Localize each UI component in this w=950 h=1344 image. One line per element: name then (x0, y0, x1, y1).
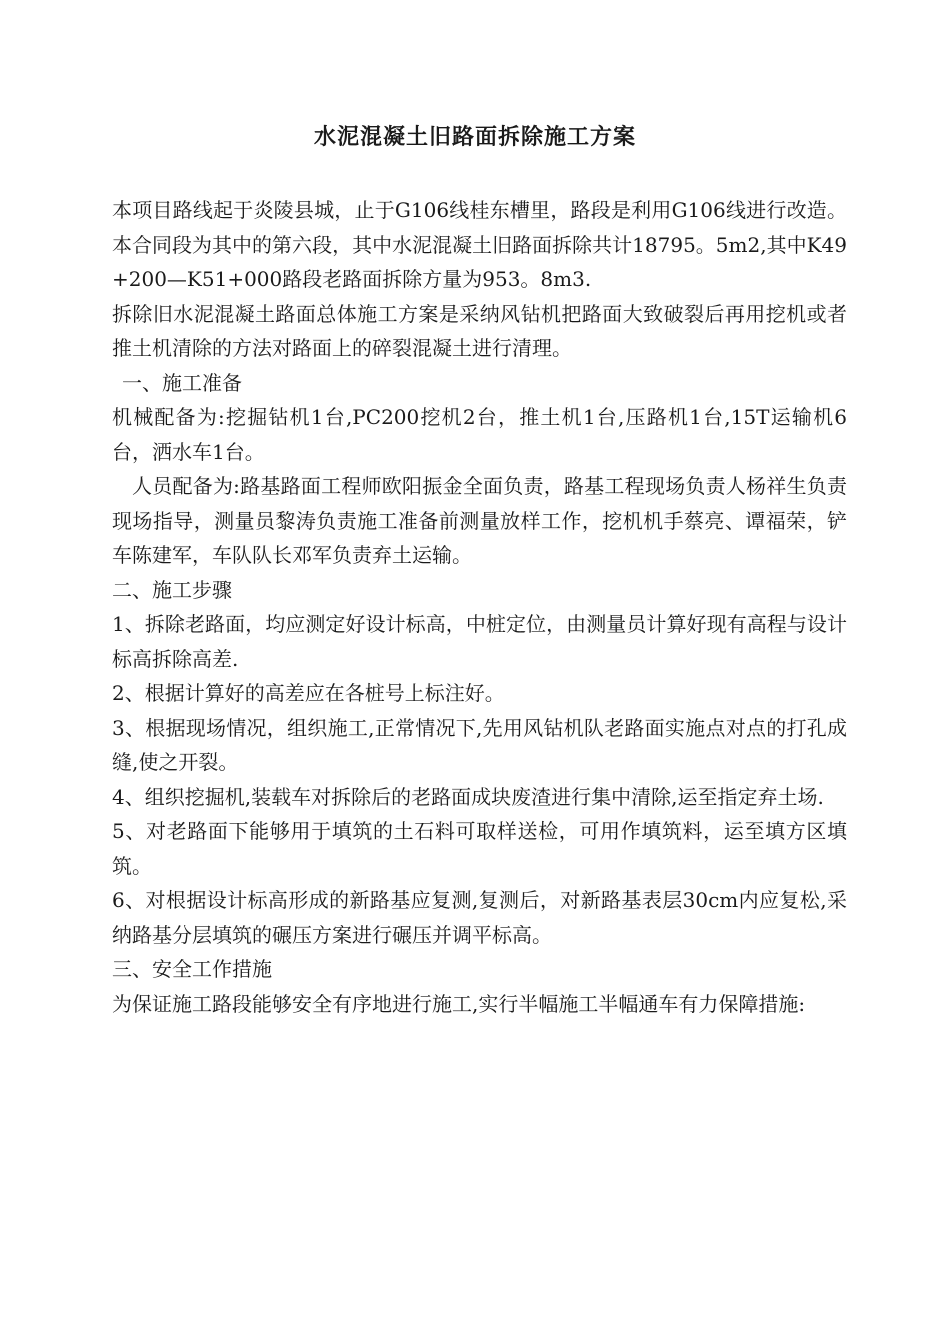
paragraph-personnel: 人员配备为:路基路面工程师欧阳振金全面负责，路基工程现场负责人杨祥生负责现场指导，测量员黎涛负责施工准备前测量放样工作，挖机机手蔡亮、谭福荣，铲车陈建军，车队队长邓军负责弃土运输。 (112, 474, 847, 567)
list-item-step-2: 2、根据计算好的高差应在各桩号上标注好。 (112, 681, 505, 705)
list-item-step-4: 4、组织挖掘机,装载车对拆除后的老路面成块废渣进行集中清除,运至指定弃土场. (112, 784, 824, 809)
paragraph-safety-measures: 为保证施工路段能够安全有序地进行施工,实行半幅施工半幅通车有力保障措施: (112, 991, 806, 1016)
list-item-step-6: 6、对根据设计标高形成的新路基应复测,复测后，对新路基表层30cm内应复松,采纳路基分层填筑的碾压方案进行碾压并调平标高。 (112, 888, 847, 947)
section-heading-steps: 二、施工步骤 (112, 577, 232, 602)
section-heading-preparation: 一、施工准备 (122, 370, 242, 395)
paragraph-overall-plan: 拆除旧水泥混凝土路面总体施工方案是采纳风钻机把路面大致破裂后再用挖机或者推土机清除的方法对路面上的碎裂混凝土进行清理。 (112, 301, 847, 360)
list-item-step-5: 5、对老路面下能够用于填筑的土石料可取样送检，可用作填筑料，运至填方区填筑。 (112, 819, 847, 878)
paragraph-machinery: 机械配备为:挖掘钻机1台,PC200挖机2台，推土机1台,压路机1台,15T运输机6台，洒水车1台。 (112, 405, 847, 464)
section-heading-safety: 三、安全工作措施 (112, 957, 272, 981)
list-item-step-3: 3、根据现场情况，组织施工,正常情况下,先用风钻机队老路面实施点对点的打孔成缝,使之开裂。 (112, 715, 847, 774)
document-title: 水泥混凝土旧路面拆除施工方案 (313, 124, 636, 150)
paragraph-project-overview: 本项目路线起于炎陵县城，止于G106线桂东槽里，路段是利用G106线进行改造。本合同段为其中的第六段，其中水泥混凝土旧路面拆除共计18795。5m2,其中K49+200—K51+000路段老路面拆除方量为953。8m3. (112, 198, 847, 291)
document-body (112, 193, 847, 1021)
list-item-step-1: 1、拆除老路面，均应测定好设计标高，中桩定位，由测量员计算好现有高程与设计标高拆除高差. (112, 612, 847, 671)
